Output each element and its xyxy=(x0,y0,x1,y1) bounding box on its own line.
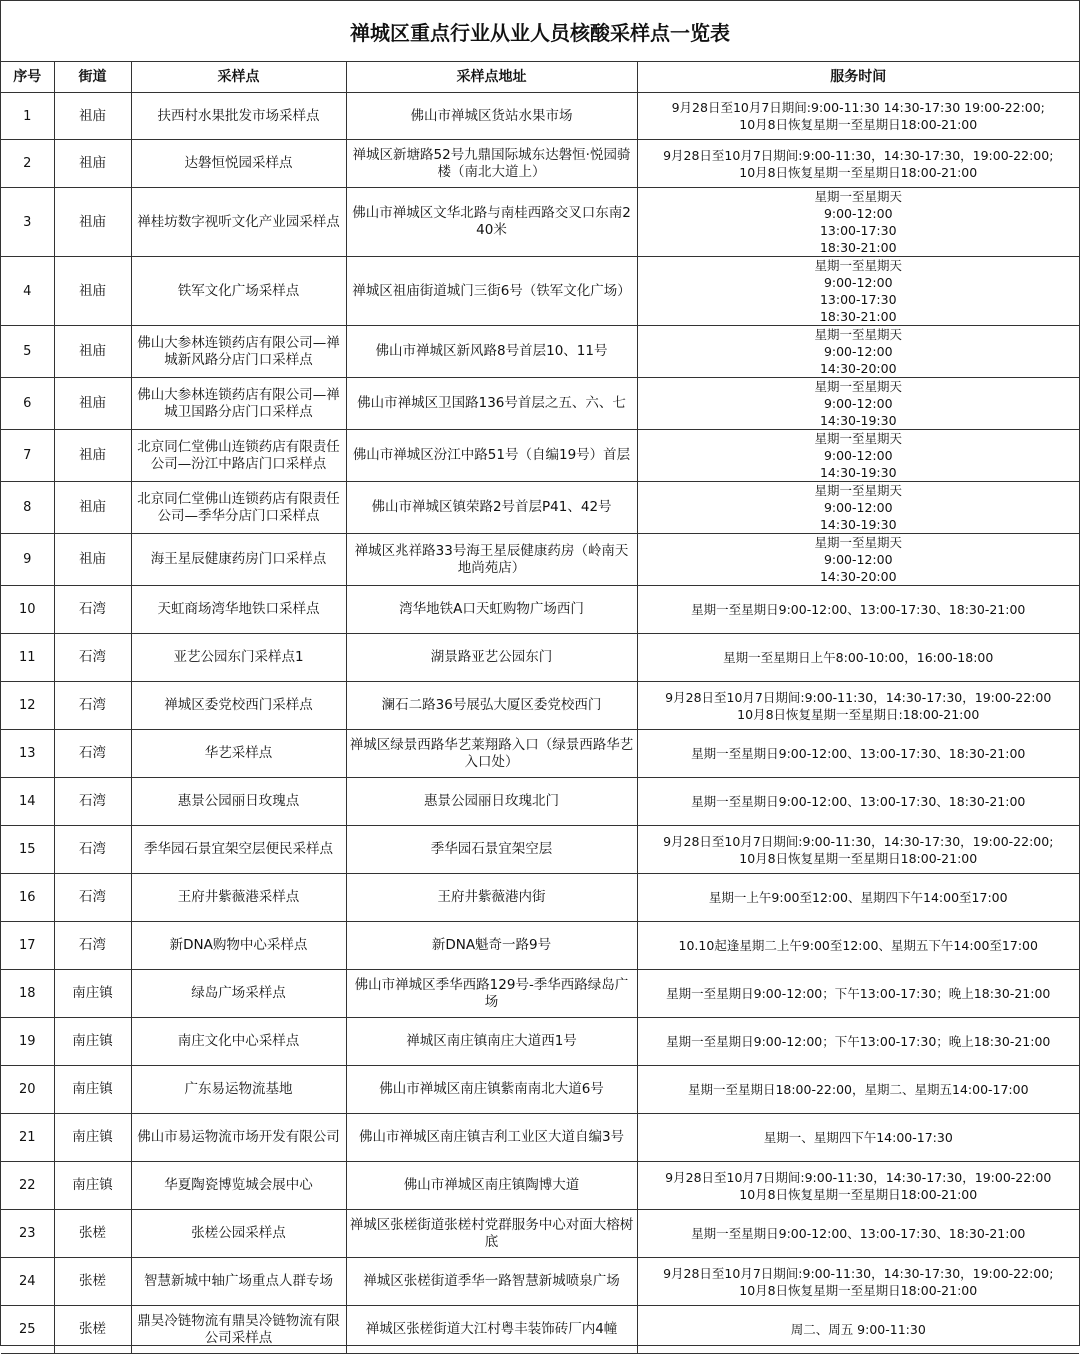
table-row xyxy=(1,1018,1079,1066)
cell-hours: 9月28日至10月7日期间:9:00-11:30，14:30-17:30，19:00-22:00; 10月8日恢复星期一至星期日18:00-21:00 xyxy=(637,826,1079,874)
cell-address: 禅城区绿景西路华艺莱翔路入口（绿景西路华艺入口处） xyxy=(346,730,637,778)
cell-no: 7 xyxy=(1,430,54,482)
table-row xyxy=(1,1114,1079,1162)
header-street: 街道 xyxy=(54,62,131,93)
cell-site: 季华园石景宜架空层便民采样点 xyxy=(131,826,346,874)
cell-street: 祖庙 xyxy=(54,482,131,534)
cell-hours: 星期一至星期天 9:00-12:00 13:00-17:30 18:30-21:00 xyxy=(637,257,1079,326)
cell-hours: 星期一至星期日9:00-12:00、13:00-17:30、18:30-21:00 xyxy=(637,778,1079,826)
cell-street: 石湾 xyxy=(54,826,131,874)
cell-street: 张槎 xyxy=(54,1210,131,1258)
cell-address: 佛山市禅城区卫国路136号首层之五、六、七 xyxy=(346,378,637,430)
table-row xyxy=(1,257,1079,326)
cell-address: 王府井紫薇港内街 xyxy=(346,874,637,922)
cell-hours: 星期一至星期天 9:00-12:00 14:30-20:00 xyxy=(637,326,1079,378)
cell-street: 石湾 xyxy=(54,682,131,730)
cell-site: 禅城区委党校西门采样点 xyxy=(131,682,346,730)
cell-address: 湖景路亚艺公园东门 xyxy=(346,634,637,682)
cell-street: 南庄镇 xyxy=(54,1018,131,1066)
cell-hours: 星期一至星期日18:00-22:00，星期二、星期五14:00-17:00 xyxy=(637,1066,1079,1114)
cell-street: 南庄镇 xyxy=(54,1066,131,1114)
table-row xyxy=(1,378,1079,430)
cell-address: 湾华地铁A口天虹购物广场西门 xyxy=(346,586,637,634)
cell-address: 禅城区兆祥路33号海王星辰健康药房（岭南天地尚苑店） xyxy=(346,534,637,586)
cell-hours: 9月28日至10月7日期间:9:00-11:30 14:30-17:30 19:00-22:00; 10月8日恢复星期一至星期日18:00-21:00 xyxy=(637,93,1079,140)
cell-hours: 9月28日至10月7日期间:9:00-11:30，14:30-17:30，19:00-22:00 10月8日恢复星期一至星期日18:00-21:00 xyxy=(637,1162,1079,1210)
cell-no: 3 xyxy=(1,188,54,257)
cell-no: 10 xyxy=(1,586,54,634)
cell-hours: 星期一、星期四下午14:00-17:30 xyxy=(637,1114,1079,1162)
cell-hours: 星期一至星期日9:00-12:00、13:00-17:30、18:30-21:00 xyxy=(637,586,1079,634)
cell-no: 5 xyxy=(1,326,54,378)
header-row xyxy=(1,62,1079,93)
cell-site: 广东易运物流基地 xyxy=(131,1066,346,1114)
cell-address: 佛山市禅城区货站水果市场 xyxy=(346,93,637,140)
cell-hours: 星期一至星期日9:00-12:00；下午13:00-17:30；晚上18:30-21:00 xyxy=(637,1018,1079,1066)
cell-hours: 星期一至星期日9:00-12:00；下午13:00-17:30；晚上18:30-21:00 xyxy=(637,970,1079,1018)
cell-site: 智慧新城中轴广场重点人群专场 xyxy=(131,1258,346,1306)
cell-address: 佛山市禅城区文华北路与南桂西路交叉口东南240米 xyxy=(346,188,637,257)
cell-no: 22 xyxy=(1,1162,54,1210)
cell-no: 9 xyxy=(1,534,54,586)
cell-site: 北京同仁堂佛山连锁药店有限责任公司—季华分店门口采样点 xyxy=(131,482,346,534)
cell-street: 石湾 xyxy=(54,730,131,778)
cell-address: 佛山市禅城区镇荣路2号首层P41、42号 xyxy=(346,482,637,534)
cell-site: 佛山大参林连锁药店有限公司—禅城卫国路分店门口采样点 xyxy=(131,378,346,430)
cell-site: 海王星辰健康药房门口采样点 xyxy=(131,534,346,586)
cell-no: 6 xyxy=(1,378,54,430)
table-row xyxy=(1,1258,1079,1306)
cell-no: 24 xyxy=(1,1258,54,1306)
table-row xyxy=(1,970,1079,1018)
cell-street: 石湾 xyxy=(54,778,131,826)
table-row xyxy=(1,534,1079,586)
cell-address: 佛山市禅城区南庄镇陶博大道 xyxy=(346,1162,637,1210)
table-row xyxy=(1,1306,1079,1354)
cell-address: 禅城区新塘路52号九鼎国际城东达磐恒·悦园骑楼（南北大道上） xyxy=(346,140,637,188)
cell-address: 季华园石景宜架空层 xyxy=(346,826,637,874)
table-row xyxy=(1,586,1079,634)
cell-no: 19 xyxy=(1,1018,54,1066)
cell-site: 王府井紫薇港采样点 xyxy=(131,874,346,922)
cell-no: 20 xyxy=(1,1066,54,1114)
cell-street: 石湾 xyxy=(54,874,131,922)
cell-site: 扶西村水果批发市场采样点 xyxy=(131,93,346,140)
cell-street: 祖庙 xyxy=(54,188,131,257)
cell-no: 12 xyxy=(1,682,54,730)
cell-street: 石湾 xyxy=(54,634,131,682)
cell-address: 禅城区祖庙街道城门三街6号（铁军文化广场） xyxy=(346,257,637,326)
cell-hours: 星期一至星期天 9:00-12:00 14:30-20:00 xyxy=(637,534,1079,586)
table-row xyxy=(1,634,1079,682)
cell-street: 南庄镇 xyxy=(54,1114,131,1162)
cell-hours: 星期一至星期日上午8:00-10:00，16:00-18:00 xyxy=(637,634,1079,682)
cell-site: 鼎昊冷链物流有鼎昊冷链物流有限公司采样点 xyxy=(131,1306,346,1354)
cell-no: 13 xyxy=(1,730,54,778)
table-row xyxy=(1,188,1079,257)
cell-street: 南庄镇 xyxy=(54,970,131,1018)
cell-address: 澜石二路36号展弘大厦区委党校西门 xyxy=(346,682,637,730)
cell-no: 15 xyxy=(1,826,54,874)
cell-address: 惠景公园丽日玫瑰北门 xyxy=(346,778,637,826)
cell-site: 禅桂坊数字视听文化产业园采样点 xyxy=(131,188,346,257)
cell-hours: 星期一至星期天 9:00-12:00 14:30-19:30 xyxy=(637,482,1079,534)
cell-address: 禅城区张槎街道张槎村党群服务中心对面大榕树底 xyxy=(346,1210,637,1258)
cell-street: 祖庙 xyxy=(54,326,131,378)
table-row xyxy=(1,874,1079,922)
cell-address: 禅城区张槎街道季华一路智慧新城喷泉广场 xyxy=(346,1258,637,1306)
cell-no: 11 xyxy=(1,634,54,682)
header-address: 采样点地址 xyxy=(346,62,637,93)
cell-no: 2 xyxy=(1,140,54,188)
cell-street: 祖庙 xyxy=(54,257,131,326)
cell-site: 南庄文化中心采样点 xyxy=(131,1018,346,1066)
table-row xyxy=(1,326,1079,378)
cell-site: 新DNA购物中心采样点 xyxy=(131,922,346,970)
cell-no: 1 xyxy=(1,93,54,140)
cell-site: 亚艺公园东门采样点1 xyxy=(131,634,346,682)
cell-street: 张槎 xyxy=(54,1306,131,1354)
page-title: 禅城区重点行业从业人员核酸采样点一览表 xyxy=(1,1,1079,62)
cell-site: 华艺采样点 xyxy=(131,730,346,778)
cell-street: 南庄镇 xyxy=(54,1162,131,1210)
cell-site: 张槎公园采样点 xyxy=(131,1210,346,1258)
header-site: 采样点 xyxy=(131,62,346,93)
cell-address: 佛山市禅城区新风路8号首层10、11号 xyxy=(346,326,637,378)
cell-no: 25 xyxy=(1,1306,54,1354)
cell-site: 华夏陶瓷博览城会展中心 xyxy=(131,1162,346,1210)
cell-address: 禅城区南庄镇南庄大道西1号 xyxy=(346,1018,637,1066)
cell-no: 16 xyxy=(1,874,54,922)
cell-street: 祖庙 xyxy=(54,378,131,430)
cell-hours: 10.10起逢星期二上午9:00至12:00、星期五下午14:00至17:00 xyxy=(637,922,1079,970)
table-row xyxy=(1,682,1079,730)
cell-hours: 星期一至星期日9:00-12:00、13:00-17:30、18:30-21:00 xyxy=(637,730,1079,778)
cell-site: 惠景公园丽日玫瑰点 xyxy=(131,778,346,826)
table-row xyxy=(1,730,1079,778)
cell-street: 张槎 xyxy=(54,1258,131,1306)
cell-site: 绿岛广场采样点 xyxy=(131,970,346,1018)
cell-street: 祖庙 xyxy=(54,93,131,140)
sampling-sites-table xyxy=(1,62,1079,1354)
cell-no: 14 xyxy=(1,778,54,826)
cell-street: 祖庙 xyxy=(54,430,131,482)
table-row xyxy=(1,1210,1079,1258)
cell-hours: 星期一至星期天 9:00-12:00 13:00-17:30 18:30-21:00 xyxy=(637,188,1079,257)
cell-no: 17 xyxy=(1,922,54,970)
table-row xyxy=(1,922,1079,970)
cell-address: 佛山市禅城区汾江中路51号（自编19号）首层 xyxy=(346,430,637,482)
cell-no: 23 xyxy=(1,1210,54,1258)
cell-address: 佛山市禅城区南庄镇紫南南北大道6号 xyxy=(346,1066,637,1114)
cell-street: 祖庙 xyxy=(54,140,131,188)
table-row xyxy=(1,1066,1079,1114)
table-row xyxy=(1,778,1079,826)
cell-hours: 9月28日至10月7日期间:9:00-11:30，14:30-17:30，19:00-22:00; 10月8日恢复星期一至星期日18:00-21:00 xyxy=(637,140,1079,188)
cell-site: 佛山大参林连锁药店有限公司—禅城新风路分店门口采样点 xyxy=(131,326,346,378)
cell-site: 佛山市易运物流市场开发有限公司 xyxy=(131,1114,346,1162)
cell-address: 佛山市禅城区季华西路129号-季华西路绿岛广场 xyxy=(346,970,637,1018)
cell-hours: 星期一至星期天 9:00-12:00 14:30-19:30 xyxy=(637,430,1079,482)
cell-hours: 周二、周五 9:00-11:30 xyxy=(637,1306,1079,1354)
table-row xyxy=(1,482,1079,534)
cell-street: 石湾 xyxy=(54,586,131,634)
cell-hours: 9月28日至10月7日期间:9:00-11:30，14:30-17:30，19:00-22:00; 10月8日恢复星期一至星期日18:00-21:00 xyxy=(637,1258,1079,1306)
cell-site: 天虹商场湾华地铁口采样点 xyxy=(131,586,346,634)
cell-site: 达磐恒悦园采样点 xyxy=(131,140,346,188)
cell-no: 21 xyxy=(1,1114,54,1162)
header-no: 序号 xyxy=(1,62,54,93)
table-row xyxy=(1,93,1079,140)
cell-no: 18 xyxy=(1,970,54,1018)
cell-no: 4 xyxy=(1,257,54,326)
cell-address: 新DNA魁奇一路9号 xyxy=(346,922,637,970)
cell-hours: 星期一至星期日9:00-12:00、13:00-17:30、18:30-21:00 xyxy=(637,1210,1079,1258)
header-hours: 服务时间 xyxy=(637,62,1079,93)
cell-street: 祖庙 xyxy=(54,534,131,586)
cell-hours: 星期一上午9:00至12:00、星期四下午14:00至17:00 xyxy=(637,874,1079,922)
table-row xyxy=(1,1162,1079,1210)
table-row xyxy=(1,826,1079,874)
cell-site: 铁军文化广场采样点 xyxy=(131,257,346,326)
cell-street: 石湾 xyxy=(54,922,131,970)
cell-site: 北京同仁堂佛山连锁药店有限责任公司—汾江中路店门口采样点 xyxy=(131,430,346,482)
cell-hours: 9月28日至10月7日期间:9:00-11:30，14:30-17:30，19:00-22:00 10月8日恢复星期一至星期日:18:00-21:00 xyxy=(637,682,1079,730)
cell-no: 8 xyxy=(1,482,54,534)
cell-address: 佛山市禅城区南庄镇吉利工业区大道自编3号 xyxy=(346,1114,637,1162)
cell-address: 禅城区张槎街道大江村粤丰装饰砖厂内4幢 xyxy=(346,1306,637,1354)
table-row xyxy=(1,430,1079,482)
table-row xyxy=(1,140,1079,188)
cell-hours: 星期一至星期天 9:00-12:00 14:30-19:30 xyxy=(637,378,1079,430)
